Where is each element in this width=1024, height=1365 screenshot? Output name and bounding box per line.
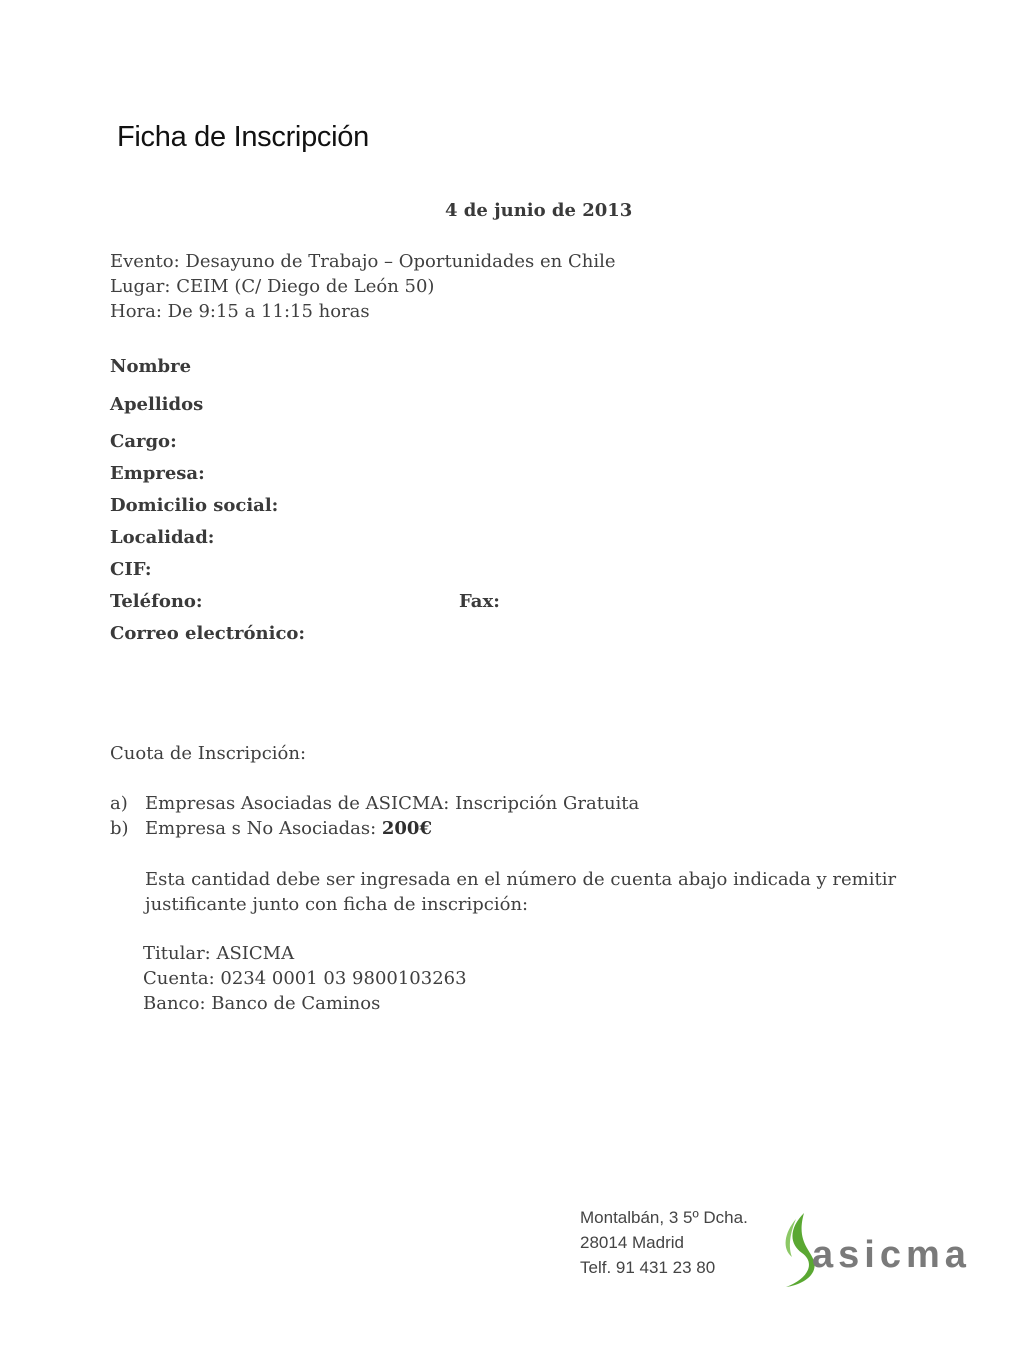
payment-note-line-1: Esta cantidad debe ser ingresada en el número de cuenta abajo indicada y remitir: [145, 869, 897, 890]
account-bank: Banco: Banco de Caminos: [143, 993, 381, 1014]
field-label-domicilio: Domicilio social:: [110, 495, 279, 516]
list-marker-b: b): [110, 818, 129, 839]
field-label-empresa: Empresa:: [110, 463, 205, 484]
footer-address-line-2: 28014 Madrid: [580, 1233, 684, 1252]
fee-price: 200€: [381, 818, 432, 839]
field-label-localidad: Localidad:: [110, 527, 215, 548]
fee-item-non-associated: [145, 818, 432, 839]
logo-wordmark: asicma: [812, 1234, 971, 1276]
payment-note-line-2: justificante junto con ficha de inscripción:: [145, 894, 529, 915]
field-label-telefono: Teléfono:: [110, 591, 203, 612]
footer-phone: Telf. 91 431 23 80: [580, 1258, 716, 1277]
event-date: 4 de junio de 2013: [445, 200, 633, 221]
fee-item-text: Empresa s No Asociadas:: [145, 818, 382, 839]
field-label-nombre: Nombre: [110, 356, 192, 377]
logo-swoosh-icon: [786, 1213, 815, 1287]
list-marker-a: a): [110, 793, 128, 814]
account-number: Cuenta: 0234 0001 03 9800103263: [143, 968, 467, 989]
fee-item-associated: [145, 793, 639, 814]
fee-item-text: Empresas Asociadas de ASICMA: Inscripción Gratuita: [145, 793, 640, 814]
field-label-apellidos: Apellidos: [110, 394, 204, 415]
page-title: Ficha de Inscripción: [117, 121, 369, 153]
event-location: Lugar: CEIM (C/ Diego de León 50): [110, 276, 435, 297]
event-time: Hora: De 9:15 a 11:15 horas: [110, 301, 370, 322]
asicma-logo: [778, 1205, 978, 1295]
field-label-correo: Correo electrónico:: [110, 623, 306, 644]
footer-address-line-1: Montalbán, 3 5º Dcha.: [580, 1208, 748, 1227]
fee-heading: Cuota de Inscripción:: [110, 743, 307, 764]
account-holder: Titular: ASICMA: [143, 943, 295, 964]
field-label-fax: Fax:: [459, 591, 500, 612]
field-label-cargo: Cargo:: [110, 431, 177, 452]
field-label-cif: CIF:: [110, 559, 152, 580]
event-name: Evento: Desayuno de Trabajo – Oportunidades en Chile: [110, 251, 616, 272]
